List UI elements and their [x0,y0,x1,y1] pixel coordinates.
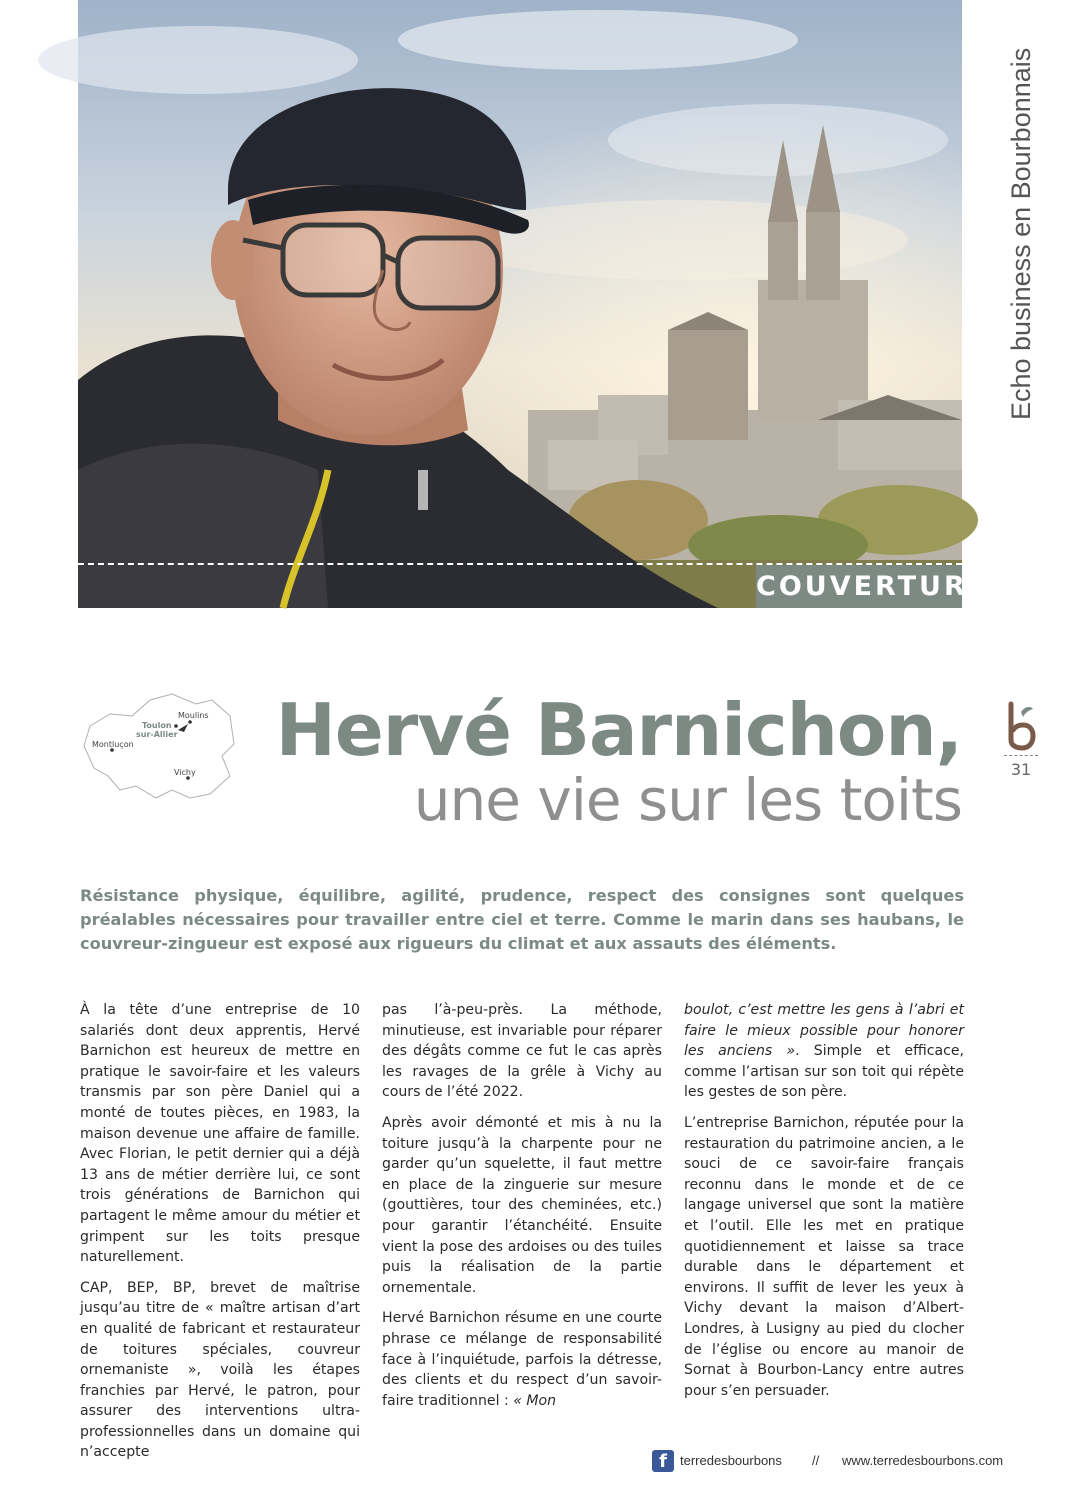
paragraph: Après avoir démonté et mis à nu la toiture jusqu’à la charpente pour ne garder qu’un squelette, il faut mettre en place de la zinguerie sur mesure (gouttières, tour des cheminées, etc.) pour garantir l’étanchéité. Ensuite vient la pose des ardoises ou des tuiles puis la réalisation de la partie ornementale. [382,1114,662,1296]
toulon-marker [174,724,178,728]
page-number: 31 [1010,760,1032,779]
article-subtitle: une vie sur les toits [413,766,962,834]
paragraph: À la tête d’une entreprise de 10 salariés dont deux apprentis, Hervé Barnichon est heureux de mettre en pratique le savoir-faire et les valeurs transmis par son père Daniel qui a monté de toutes pièces, en 1983, la maison devenue une affaire de famille. Avec Florian, le petit dernier qui a déjà 13 ans de métier derrière lui, ce sont trois générations de Barnichon qui partagent le même amour du métier et grimpent sur les toits presque naturellement. [80,1002,360,1266]
body-column-1 [80,1000,360,1473]
website-link[interactable]: www.terredesbourbons.com [842,1453,1004,1468]
bird-icon [178,724,188,732]
paragraph: CAP, BEP, BP, brevet de maîtrise jusqu’au titre de « maître artisan d’art en qualité de fabricant et restaurateur de toitures spéciales, couvreur ornemaniste », voilà les étapes franchies par Hervé, le patron, pour assurer des interventions ultra-professionnelles dans un domaine qui n’accepte [80,1279,360,1461]
magazine-section-title: Echo business en Bourbonnais [1006,47,1036,420]
map-label-moulins: Moulins [178,711,209,720]
quote-start: « Mon [513,1392,557,1409]
paragraph [382,1308,662,1411]
body-column-2 [382,1000,662,1421]
page-number-divider [1004,755,1038,756]
article-lead: Résistance physique, équilibre, agilité, prudence, respect des consignes sont quelques préalables nécessaires pour travailler entre ciel et terre. Comme le marin dans ses haubans, le couvreur-zingueur est exposé aux rigueurs du climat et aux assauts des éléments. [80,886,964,953]
paragraph-text: . Simple et efficace, comme l’artisan sur son toit qui répète les gestes de son père. [684,1043,964,1101]
paragraph: L’entreprise Barnichon, réputée pour la restauration du patrimoine ancien, a le souci de ce savoir-faire français reconnu dans le monde et de ce langage universel que sont la matière et l’outil. Elle les met en pratique quotidiennement et laisse sa trace durable dans le département et environs. Il suffit de lever les yeux à Vichy devant la maison d’Albert-Londres, à Lusigny au pied du clocher de l’église ou encore au manoir de Sornat à Bourbon-Lancy entre autres pour s’en persuader. [684,1114,964,1399]
map-label-toulon-1: Toulon [142,721,172,730]
quote-end: boulot, c’est mettre les gens à l’abri et faire le mieux possible pour honorer les anciens » [684,1002,964,1060]
facebook-handle-link[interactable]: terredesbourbons [680,1453,782,1468]
paragraph: pas l’à-peu-près. La méthode, minutieuse, est invariable pour réparer des dégâts comme ce fut le cas après les ravages de la grêle à Vichy au cours de l’été 2022. [382,1002,662,1101]
footer-separator: // [812,1453,820,1468]
hero-photo [78,0,990,608]
article-title: Hervé Barnichon, [275,688,962,772]
paragraph-text: Hervé Barnichon résume en une courte phrase ce mélange de responsabilité face à l’inquiétude, parfois la détresse, des clients et du respect d’un savoir-faire traditionnel : [382,1310,662,1409]
section-rubric: COUVERTURE [756,565,962,608]
paragraph [684,1000,964,1103]
map-label-vichy: Vichy [174,768,196,777]
moulins-marker [188,720,192,724]
body-column-3 [684,1000,964,1411]
map-label-toulon-2: sur-Allier [136,730,178,739]
facebook-icon[interactable]: f [652,1450,674,1472]
page-footer [652,1450,1012,1474]
hero-illustration [78,0,962,608]
magazine-logo-icon [1003,700,1037,750]
map-label-montlucon: Montluçon [92,740,134,749]
location-map [80,686,238,804]
